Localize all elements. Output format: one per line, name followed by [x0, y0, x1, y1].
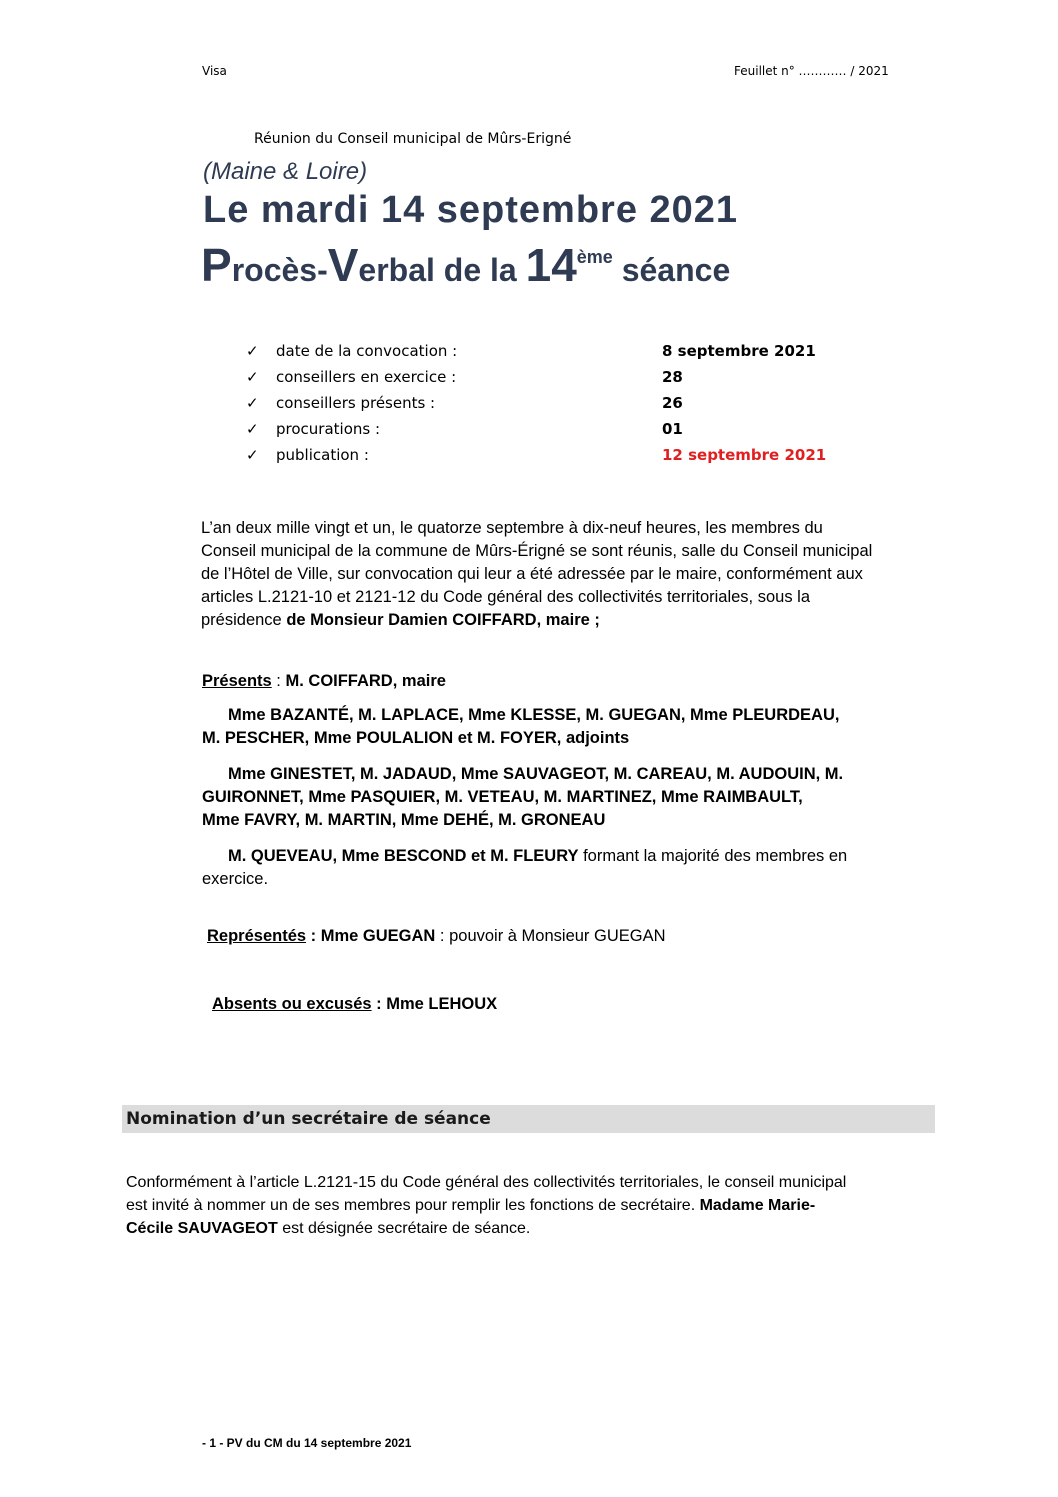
checklist-value: 12 septembre 2021 — [662, 446, 827, 464]
check-icon: ✓ — [246, 420, 259, 438]
presents-maire: M. COIFFARD, maire — [285, 672, 446, 690]
checklist-label: date de la convocation : — [276, 342, 458, 360]
intro-text: présidence — [201, 611, 287, 629]
opposition-names: M. QUEVEAU, Mme BESCOND et M. FLEURY — [228, 847, 579, 865]
meeting-title: Réunion du Conseil municipal de Mûrs-Erigné — [254, 131, 572, 147]
opposition-line — [202, 845, 942, 868]
secretaire-paragraph — [126, 1171, 938, 1240]
representes-label: Représentés — [207, 927, 307, 945]
checklist-value: 28 — [662, 368, 683, 386]
pv-seance: séance — [612, 252, 731, 288]
representes-name: Mme GUEGAN — [320, 927, 436, 945]
secretaire-text: est désignée secrétaire de séance. — [277, 1220, 531, 1237]
pv-initial-v: V — [327, 239, 359, 291]
intro-line — [201, 609, 941, 632]
opposition-block — [202, 845, 942, 891]
check-icon: ✓ — [246, 368, 259, 386]
section-heading-secretaire: Nomination d’un secrétaire de séance — [122, 1105, 935, 1133]
opposition-text: formant la majorité des membres en — [578, 847, 848, 865]
pv-suffix: ème — [576, 247, 613, 268]
secretaire-line: Conformément à l’article L.2121-15 du Code général des collectivités territoriales, le conseil municipal — [126, 1174, 847, 1191]
presents-heading — [202, 670, 942, 693]
secretaire-name: Cécile SAUVAGEOT — [126, 1220, 278, 1237]
absents-label: Absents ou excusés — [212, 995, 372, 1013]
secretaire-line — [126, 1217, 938, 1240]
checklist-item — [246, 390, 846, 416]
intro-line: Conseil municipal de la commune de Mûrs-Érigné se sont réunis, salle du Conseil municipal — [201, 542, 873, 560]
checklist-label: procurations : — [276, 420, 381, 438]
adjoints-block — [202, 704, 942, 750]
secretaire-name: Madame Marie- — [699, 1197, 816, 1214]
pv-title — [201, 238, 730, 292]
secretaire-line — [126, 1194, 938, 1217]
adjoints-line: M. PESCHER, Mme POULALION et M. FOYER, adjoints — [202, 729, 630, 747]
checklist-item — [246, 338, 846, 364]
check-icon: ✓ — [246, 394, 259, 412]
representes-line — [207, 925, 947, 948]
conseillers-line: GUIRONNET, Mme PASQUIER, M. VETEAU, M. MARTINEZ, Mme RAIMBAULT, — [202, 788, 803, 806]
adjoints-line: Mme BAZANTÉ, M. LAPLACE, Mme KLESSE, M. GUEGAN, Mme PLEURDEAU, — [228, 706, 840, 724]
president-name: de Monsieur Damien COIFFARD, maire ; — [286, 611, 600, 629]
checklist-value: 01 — [662, 420, 683, 438]
representes-rest: : pouvoir à Monsieur GUEGAN — [435, 927, 666, 945]
check-icon: ✓ — [246, 446, 259, 464]
feuillet-label: Feuillet n° ………… / 2021 — [734, 64, 889, 78]
visa-label: Visa — [202, 64, 227, 78]
pv-initial-p: P — [201, 239, 232, 291]
intro-line: de l’Hôtel de Ville, sur convocation qui leur a été adressée par le maire, conformément aux — [201, 565, 863, 583]
conseillers-line: Mme FAVRY, M. MARTIN, Mme DEHÉ, M. GRONEAU — [202, 811, 606, 829]
checklist-label: conseillers présents : — [276, 394, 436, 412]
opposition-line: exercice. — [202, 870, 269, 888]
conseillers-line: Mme GINESTET, M. JADAUD, Mme SAUVAGEOT, M. CAREAU, M. AUDOUIN, M. — [228, 765, 844, 783]
absents-rest: : Mme LEHOUX — [371, 995, 498, 1013]
checklist-item — [246, 416, 846, 442]
intro-line: L’an deux mille vingt et un, le quatorze septembre à dix-neuf heures, les membres du — [201, 519, 823, 537]
checklist-label: publication : — [276, 446, 369, 464]
date-title: Le mardi 14 septembre 2021 — [203, 189, 739, 231]
page-footer: - 1 - PV du CM du 14 septembre 2021 — [202, 1436, 412, 1450]
conseillers-block — [202, 763, 942, 832]
checklist-label: conseillers en exercice : — [276, 368, 457, 386]
checklist-item — [246, 442, 846, 468]
checklist-value: 26 — [662, 394, 683, 412]
representes-sep: : — [306, 927, 321, 945]
info-checklist — [246, 338, 846, 468]
checklist-item — [246, 364, 846, 390]
intro-line: articles L.2121-10 et 2121-12 du Code général des collectivités territoriales, sous la — [201, 588, 811, 606]
pv-number: 14 — [525, 239, 577, 291]
secretaire-text: est invité à nommer un de ses membres pour remplir les fonctions de secrétaire. — [126, 1197, 700, 1214]
pv-erbal: erbal de la — [358, 252, 526, 288]
absents-line — [212, 993, 952, 1016]
check-icon: ✓ — [246, 342, 259, 360]
presents-label: Présents — [202, 672, 272, 690]
intro-paragraph — [201, 517, 941, 632]
checklist-value: 8 septembre 2021 — [662, 342, 816, 360]
region-title: (Maine & Loire) — [203, 158, 368, 185]
pv-roces: rocès- — [231, 252, 328, 288]
presents-sep: : — [271, 672, 286, 690]
